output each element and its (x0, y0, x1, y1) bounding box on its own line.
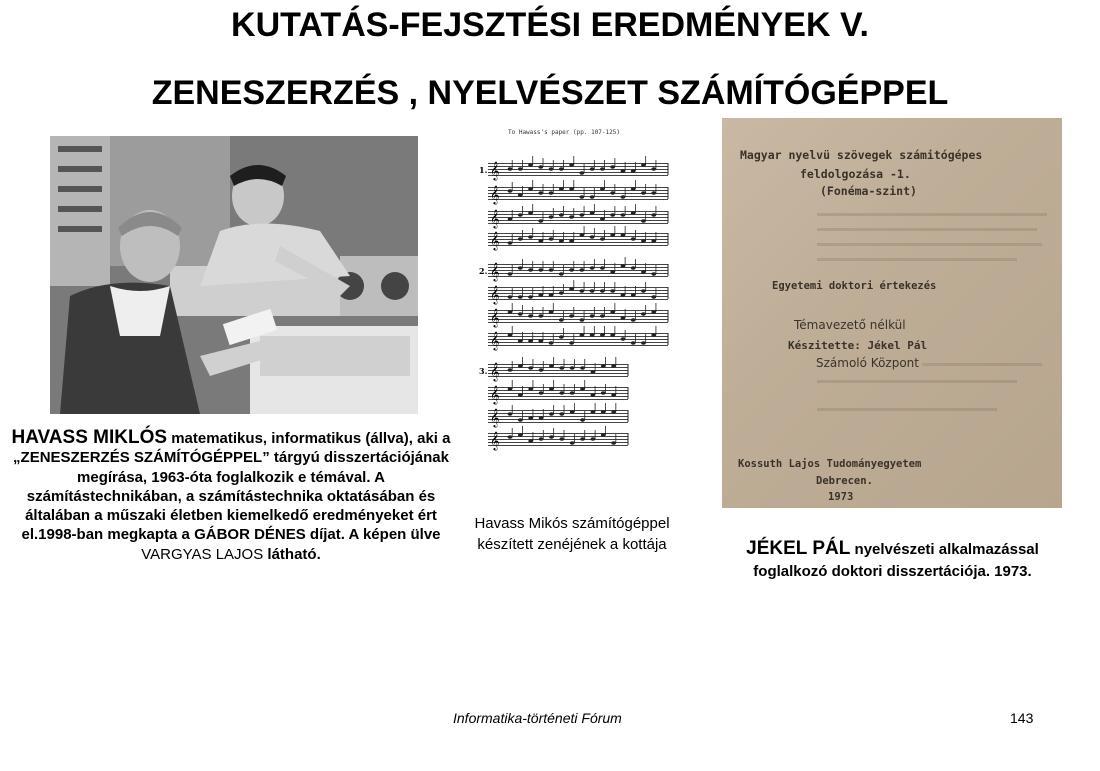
note-head (601, 433, 606, 437)
caption-jekel-name: JÉKEL PÁL (746, 538, 851, 559)
note-head (590, 266, 595, 270)
note-head (611, 393, 616, 397)
sheet-music-header: To Hawass's paper (pp. 107-125) (508, 129, 620, 136)
note-head (610, 165, 615, 169)
treble-clef-icon: 𝄞 (490, 161, 500, 180)
note-head (631, 237, 636, 241)
note-head (538, 268, 543, 272)
note-head (518, 339, 523, 343)
note-head (559, 318, 564, 322)
thesis-cover-image (722, 118, 1062, 508)
note-head (651, 295, 656, 299)
note-head (590, 211, 595, 215)
note-head (508, 333, 513, 337)
note-head (651, 239, 656, 243)
note-head (631, 169, 636, 173)
note-head (528, 187, 533, 191)
note-head (518, 237, 523, 241)
note-head (591, 437, 596, 441)
note-head (651, 191, 656, 195)
note-head (538, 219, 543, 223)
note-head (631, 266, 636, 270)
note-head (621, 213, 626, 217)
note-head (641, 289, 646, 293)
note-head (591, 370, 596, 374)
treble-clef-icon: 𝄞 (490, 285, 500, 304)
note-head (621, 169, 626, 173)
note-head (559, 366, 564, 370)
caption-havass-text: matematikus, informatikus (állva), aki a „ZENESZERZÉS SZÁMÍTÓGÉPPEL” tárgyú disszertációjának megírása, 1963-óta foglalkozik e témával. A számítástechnikában, a számítástechnika oktatásában és általában a műszaki életben kiemelkedő eredményeket ért el.1998-ban megkapta a GÁBOR DÉNES díjat. A képen ülve (13, 430, 451, 544)
note-head (579, 289, 584, 293)
faded-text (817, 380, 1017, 383)
note-head (651, 310, 656, 314)
note-head (508, 217, 513, 221)
note-head (641, 191, 646, 195)
note-head (590, 333, 595, 337)
note-head (549, 167, 554, 171)
note-head (539, 437, 544, 441)
note-head (508, 310, 513, 314)
note-head (580, 418, 585, 422)
note-head (631, 293, 636, 297)
note-head (621, 337, 626, 341)
note-head (621, 264, 626, 268)
note-head (569, 163, 574, 167)
note-head (569, 268, 574, 272)
note-head (610, 213, 615, 217)
note-head (610, 191, 615, 195)
treble-clef-icon: 𝄞 (490, 185, 500, 204)
note-head (631, 187, 636, 191)
note-head (580, 437, 585, 441)
faded-text (817, 243, 1042, 246)
treble-clef-icon: 𝄞 (490, 362, 500, 381)
treble-clef-icon: 𝄞 (490, 408, 500, 427)
note-head (549, 341, 554, 345)
note-head (651, 272, 656, 276)
note-head (528, 235, 533, 239)
note-head (600, 167, 605, 171)
note-head (518, 418, 523, 422)
note-head (518, 193, 523, 197)
caption-havass-text-end: látható. (263, 545, 321, 563)
note-head (600, 237, 605, 241)
note-head (538, 314, 543, 318)
note-head (518, 213, 523, 217)
note-head (570, 366, 575, 370)
note-head (559, 437, 564, 441)
note-head (611, 364, 616, 368)
note-head (559, 291, 564, 295)
note-head (538, 293, 543, 297)
note-head (590, 235, 595, 239)
note-head (549, 237, 554, 241)
note-head (569, 187, 574, 191)
note-head (600, 266, 605, 270)
thesis-supervisor: Témavezető nélkül (794, 318, 906, 332)
note-head (508, 435, 513, 439)
note-head (610, 233, 615, 237)
note-head (579, 318, 584, 322)
note-head (569, 341, 574, 345)
section-number: 3. (479, 366, 488, 376)
note-head (641, 341, 646, 345)
treble-clef-icon: 𝄞 (490, 209, 500, 228)
note-head (528, 295, 533, 299)
note-head (579, 268, 584, 272)
thesis-title-line-3: (Fonéma-szint) (820, 184, 917, 198)
note-head (508, 189, 513, 193)
caption-jekel-text: nyelvészeti alkalmazással foglalkozó doktori disszertációja. 1973. (753, 541, 1039, 580)
note-head (600, 333, 605, 337)
thesis-department: Számoló Központ (816, 356, 919, 370)
thesis-university: Kossuth Lajos Tudományegyetem (738, 458, 922, 470)
note-head (610, 333, 615, 337)
note-head (651, 167, 656, 171)
note-head (579, 171, 584, 175)
note-head (559, 335, 564, 339)
note-head (641, 219, 646, 223)
note-head (590, 167, 595, 171)
photo-havass-vargyas (40, 128, 422, 418)
note-head (559, 272, 564, 276)
note-head (528, 439, 533, 443)
note-head (528, 268, 533, 272)
note-head (611, 410, 616, 414)
note-head (641, 312, 646, 316)
note-head (528, 211, 533, 215)
thesis-author: Készitette: Jékel Pál (788, 339, 928, 352)
treble-clef-icon: 𝄞 (490, 385, 500, 404)
page-number: 143 (1010, 710, 1034, 726)
note-head (569, 287, 574, 291)
note-head (518, 295, 523, 299)
note-head (518, 364, 523, 368)
note-head (651, 213, 656, 217)
note-head (590, 314, 595, 318)
note-head (549, 191, 554, 195)
sheet-music-image (470, 125, 680, 475)
note-head (549, 435, 554, 439)
note-head (590, 195, 595, 199)
thesis-year: 1973 (828, 491, 854, 503)
note-head (528, 314, 533, 318)
note-head (538, 191, 543, 195)
treble-clef-icon: 𝄞 (490, 331, 500, 350)
thesis-title-line-1: Magyar nyelvü szövegek számitógépes (740, 148, 983, 162)
note-head (601, 364, 606, 368)
note-head (539, 416, 544, 420)
note-head (528, 163, 533, 167)
note-head (580, 366, 585, 370)
note-head (600, 314, 605, 318)
treble-clef-icon: 𝄞 (490, 308, 500, 327)
note-head (621, 316, 626, 320)
note-head (569, 314, 574, 318)
faded-text (817, 213, 1047, 216)
note-head (528, 387, 533, 391)
note-head (559, 167, 564, 171)
note-head (538, 339, 543, 343)
treble-clef-icon: 𝄞 (490, 431, 500, 450)
note-head (570, 410, 575, 414)
note-head (518, 433, 523, 437)
faded-text (817, 408, 997, 411)
note-head (518, 167, 523, 171)
note-head (549, 268, 554, 272)
note-head (528, 339, 533, 343)
note-head (621, 293, 626, 297)
note-head (631, 318, 636, 322)
note-head (601, 410, 606, 414)
photo-illustration (50, 136, 418, 414)
note-head (579, 195, 584, 199)
note-head (611, 441, 616, 445)
footer-text: Informatika-történeti Fórum (453, 710, 622, 726)
treble-clef-icon: 𝄞 (490, 231, 500, 250)
caption-sheet-music: Havass Mikós számítógéppel készített zenéjének a kottája (474, 515, 670, 553)
note-head (559, 391, 564, 395)
note-head (590, 289, 595, 293)
note-head (610, 289, 615, 293)
note-head (559, 187, 564, 191)
note-head (538, 239, 543, 243)
note-head (569, 239, 574, 243)
note-head (508, 412, 513, 416)
treble-clef-icon: 𝄞 (490, 262, 500, 281)
note-head (621, 233, 626, 237)
note-head (549, 387, 554, 391)
slide-title-line-2: ZENESZERZÉS , NYELVÉSZET SZÁMÍTÓGÉPPEL (151, 74, 949, 112)
note-head (641, 163, 646, 167)
note-head (580, 387, 585, 391)
note-head (559, 213, 564, 217)
note-head (539, 368, 544, 372)
note-head (518, 312, 523, 316)
note-head (579, 233, 584, 237)
note-head (641, 270, 646, 274)
note-head (579, 333, 584, 337)
section-number: 2. (479, 266, 488, 276)
note-head (631, 341, 636, 345)
note-head (549, 412, 554, 416)
note-head (549, 310, 554, 314)
note-head (518, 266, 523, 270)
faded-text (817, 258, 1017, 261)
caption-vargyas-name: VARGYAS LAJOS (141, 545, 264, 563)
note-head (569, 215, 574, 219)
note-head (508, 241, 513, 245)
note-head (528, 366, 533, 370)
music-notes (470, 125, 680, 475)
note-head (579, 213, 584, 217)
note-head (508, 368, 513, 372)
note-head (538, 165, 543, 169)
note-head (601, 391, 606, 395)
note-head (508, 295, 513, 299)
note-head (508, 272, 513, 276)
note-head (641, 239, 646, 243)
note-head (591, 410, 596, 414)
note-head (508, 167, 513, 171)
note-head (508, 387, 513, 391)
note-head (549, 364, 554, 368)
slide-title-line-1: KUTATÁS-FEJSZTÉSI EREDMÉNYEK V. (231, 6, 869, 44)
note-head (549, 293, 554, 297)
caption-havass-name: HAVASS MIKLÓS (11, 427, 168, 448)
note-head (570, 441, 575, 445)
caption-jekel (740, 538, 1045, 583)
note-head (651, 333, 656, 337)
note-head (528, 416, 533, 420)
note-head (621, 195, 626, 199)
note-head (600, 217, 605, 221)
thesis-type: Egyetemi doktori értekezés (772, 280, 937, 292)
faded-text (817, 228, 1037, 231)
note-head (610, 270, 615, 274)
caption-havass (2, 428, 460, 564)
thesis-city: Debrecen. (816, 475, 873, 487)
faded-text (922, 363, 1042, 366)
note-head (600, 187, 605, 191)
note-head (631, 211, 636, 215)
thesis-title-line-2: feldolgozása -1. (800, 167, 911, 181)
note-head (591, 393, 596, 397)
note-head (559, 412, 564, 416)
note-head (600, 289, 605, 293)
note-head (518, 393, 523, 397)
note-head (570, 391, 575, 395)
note-head (559, 239, 564, 243)
note-head (539, 391, 544, 395)
note-head (549, 215, 554, 219)
note-head (610, 310, 615, 314)
section-number: 1. (479, 165, 488, 175)
